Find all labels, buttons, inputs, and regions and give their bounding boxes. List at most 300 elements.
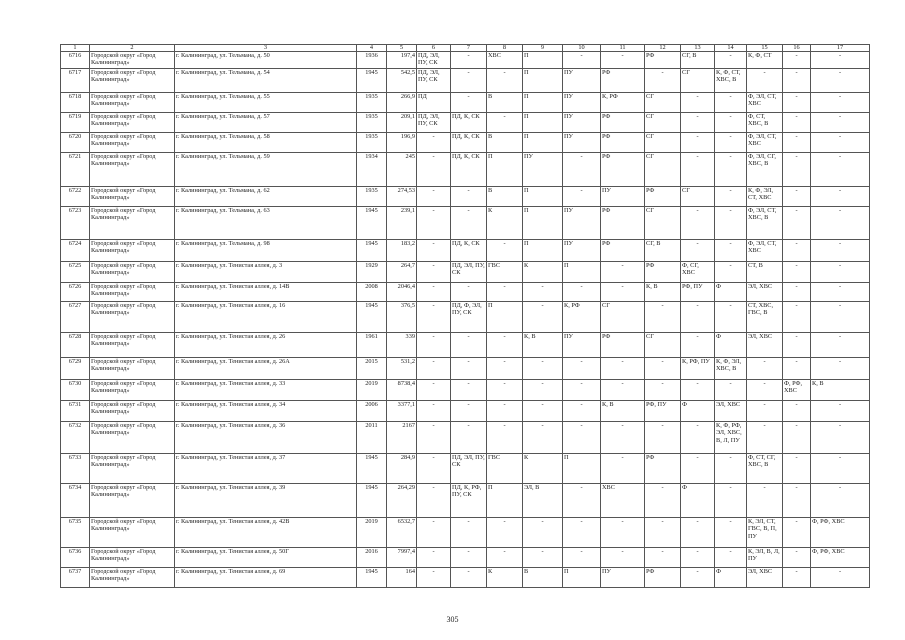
table-cell-col-11: СГ (601, 302, 645, 333)
table-cell-col-6: - (417, 333, 451, 358)
table-cell-col-11: - (601, 358, 645, 380)
table-row (61, 454, 870, 484)
table-cell-col-7: - (451, 333, 487, 358)
table-cell-col-17: - (811, 153, 870, 187)
table-cell-col-4: 1936 (357, 52, 387, 69)
table-cell-col-14: К, Ф, РФ, ЭЛ, ХВС, В, Л, ПУ (715, 422, 747, 454)
table-cell-col-4: 2019 (357, 518, 387, 548)
table-cell-col-15: - (747, 358, 783, 380)
table-cell-col-11: - (601, 283, 645, 302)
column-number-4: 4 (357, 45, 387, 52)
table-cell-col-12: СГ (645, 333, 681, 358)
table-cell-col-13: СГ, В (681, 52, 715, 69)
table-cell-col-11: - (601, 454, 645, 484)
table-cell-col-13: - (681, 153, 715, 187)
table-row (61, 568, 870, 588)
table-cell-col-1: 6733 (61, 454, 90, 484)
table-cell-col-10: - (563, 283, 601, 302)
table-cell-col-6: - (417, 401, 451, 422)
table-cell-col-14: - (715, 262, 747, 283)
table-cell-col-15: К, ЭЛ, СТ, ГВС, В, П, ПУ (747, 518, 783, 548)
table-cell-col-7: - (451, 52, 487, 69)
table-cell-col-1: 6727 (61, 302, 90, 333)
table-cell-col-1: 6729 (61, 358, 90, 380)
column-number-3: 3 (175, 45, 357, 52)
table-cell-col-12: СГ (645, 153, 681, 187)
table-cell-col-17: - (811, 187, 870, 207)
table-cell-col-7: - (451, 518, 487, 548)
table-cell-col-12: - (645, 518, 681, 548)
table-cell-col-4: 2016 (357, 548, 387, 568)
table-row (61, 153, 870, 187)
table-cell-col-3: г. Калининград, ул. Тельмана, д. 54 (175, 69, 357, 93)
table-cell-col-10: - (563, 484, 601, 518)
table-cell-col-11: - (601, 548, 645, 568)
table-cell-col-15: Ф, СТ, ХВС, В (747, 113, 783, 133)
table-cell-col-10: ПУ (563, 240, 601, 262)
table-cell-col-3: г. Калининград, ул. Тельмана, д. 58 (175, 133, 357, 153)
table-cell-col-14: - (715, 302, 747, 333)
table-cell-col-17: - (811, 484, 870, 518)
table-cell-col-3: г. Калининград, ул. Тенистая аллея, д. 50Г (175, 548, 357, 568)
table-cell-col-17: - (811, 422, 870, 454)
table-cell-col-9: ЭЛ, В (523, 484, 563, 518)
table-cell-col-11: - (601, 518, 645, 548)
table-cell-col-13: Ф (681, 401, 715, 422)
table-cell-col-3: г. Калининград, ул. Тенистая аллея, д. 26А (175, 358, 357, 380)
table-cell-col-12: РФ (645, 262, 681, 283)
table-cell-col-14: - (715, 484, 747, 518)
table-cell-col-17: - (811, 262, 870, 283)
table-cell-col-15: К, Ф, СТ (747, 52, 783, 69)
table-cell-col-4: 1945 (357, 484, 387, 518)
table-cell-col-4: 1934 (357, 153, 387, 187)
table-cell-col-8: ХВС (487, 52, 523, 69)
table-cell-col-2: Городской округ «Город Калининград» (90, 207, 175, 240)
table-cell-col-2: Городской округ «Город Калининград» (90, 380, 175, 401)
table-cell-col-17: - (811, 568, 870, 588)
table-cell-col-6: - (417, 153, 451, 187)
table-cell-col-1: 6736 (61, 548, 90, 568)
table-cell-col-14: - (715, 207, 747, 240)
table-cell-col-8: В (487, 93, 523, 113)
table-cell-col-8: ГВС (487, 262, 523, 283)
table-cell-col-15: - (747, 401, 783, 422)
table-cell-col-17: Ф, РФ, ХВС (811, 518, 870, 548)
table-cell-col-8: К (487, 568, 523, 588)
table-cell-col-6: - (417, 187, 451, 207)
table-cell-col-9: К (523, 262, 563, 283)
table-cell-col-16: - (783, 52, 811, 69)
table-cell-col-12: РФ (645, 568, 681, 588)
table-cell-col-16: - (783, 358, 811, 380)
table-cell-col-11: ПУ (601, 187, 645, 207)
table-cell-col-2: Городской округ «Город Калининград» (90, 422, 175, 454)
table-cell-col-6: - (417, 283, 451, 302)
table-cell-col-6: - (417, 240, 451, 262)
table-row (61, 518, 870, 548)
table-cell-col-4: 1945 (357, 240, 387, 262)
table-cell-col-14: - (715, 518, 747, 548)
table-cell-col-13: - (681, 133, 715, 153)
table-cell-col-5: 266,9 (387, 93, 417, 113)
table-cell-col-15: СТ, ХВС, ГВС, В (747, 302, 783, 333)
column-number-2: 2 (90, 45, 175, 52)
table-cell-col-17: - (811, 302, 870, 333)
table-cell-col-14: - (715, 153, 747, 187)
table-cell-col-11: РФ (601, 69, 645, 93)
column-number-12: 12 (645, 45, 681, 52)
table-cell-col-2: Городской округ «Город Калининград» (90, 518, 175, 548)
table-row (61, 283, 870, 302)
table-cell-col-12: СГ (645, 93, 681, 113)
table-cell-col-16: - (783, 283, 811, 302)
table-cell-col-9: - (523, 422, 563, 454)
table-cell-col-16: - (783, 240, 811, 262)
table-cell-col-3: г. Калининград, ул. Тельмана, д. 55 (175, 93, 357, 113)
table-cell-col-15: К, ЭЛ, В, Л, ПУ (747, 548, 783, 568)
table-cell-col-8: - (487, 240, 523, 262)
table-row (61, 240, 870, 262)
table-cell-col-17: - (811, 333, 870, 358)
table-cell-col-12: РФ, ПУ (645, 401, 681, 422)
table-cell-col-15: ЭЛ, ХВС (747, 283, 783, 302)
table-cell-col-11: - (601, 262, 645, 283)
table-cell-col-8: - (487, 548, 523, 568)
table-cell-col-1: 6735 (61, 518, 90, 548)
table-cell-col-6: - (417, 484, 451, 518)
table-row (61, 113, 870, 133)
table-cell-col-7: ПД, К, СК (451, 133, 487, 153)
table-cell-col-13: - (681, 333, 715, 358)
table-cell-col-17: - (811, 207, 870, 240)
table-cell-col-6: - (417, 454, 451, 484)
table-cell-col-3: г. Калининград, ул. Тенистая аллея, д. 16 (175, 302, 357, 333)
table-cell-col-4: 2011 (357, 422, 387, 454)
table-cell-col-9: - (523, 401, 563, 422)
table-cell-col-6: ПД, ЭЛ, ПУ, СК (417, 113, 451, 133)
table-row (61, 302, 870, 333)
table-cell-col-6: - (417, 518, 451, 548)
table-cell-col-16: - (783, 548, 811, 568)
table-cell-col-16: - (783, 187, 811, 207)
table-cell-col-15: ЭЛ, ХВС (747, 333, 783, 358)
table-cell-col-5: 7997,4 (387, 548, 417, 568)
document-table-container (60, 44, 869, 588)
table-cell-col-12: СГ (645, 113, 681, 133)
table-cell-col-7: - (451, 401, 487, 422)
table-cell-col-17: К, В (811, 380, 870, 401)
table-cell-col-5: 339 (387, 333, 417, 358)
table-cell-col-9: П (523, 187, 563, 207)
table-cell-col-8: П (487, 153, 523, 187)
table-cell-col-13: К, РФ, ПУ (681, 358, 715, 380)
table-cell-col-4: 2019 (357, 380, 387, 401)
table-cell-col-14: - (715, 93, 747, 113)
table-cell-col-11: - (601, 380, 645, 401)
column-number-6: 6 (417, 45, 451, 52)
table-cell-col-14: ЭЛ, ХВС (715, 401, 747, 422)
table-cell-col-10: - (563, 401, 601, 422)
table-cell-col-2: Городской округ «Город Калининград» (90, 401, 175, 422)
table-cell-col-5: 274,53 (387, 187, 417, 207)
table-cell-col-9: - (523, 302, 563, 333)
table-cell-col-9: П (523, 113, 563, 133)
table-cell-col-11: К, РФ (601, 93, 645, 113)
table-cell-col-15: Ф, ЭЛ, СТ, ХВС, В (747, 207, 783, 240)
table-cell-col-7: ПД, К, СК (451, 113, 487, 133)
table-cell-col-14: - (715, 454, 747, 484)
table-cell-col-6: - (417, 207, 451, 240)
table-cell-col-3: г. Калининград, ул. Тенистая аллея, д. 14В (175, 283, 357, 302)
table-cell-col-1: 6718 (61, 93, 90, 113)
table-cell-col-1: 6719 (61, 113, 90, 133)
table-cell-col-3: г. Калининград, ул. Тельмана, д. 62 (175, 187, 357, 207)
table-cell-col-17: - (811, 240, 870, 262)
table-cell-col-9: К, В (523, 333, 563, 358)
table-cell-col-13: СГ (681, 187, 715, 207)
table-cell-col-11: РФ (601, 133, 645, 153)
table-cell-col-7: - (451, 93, 487, 113)
table-cell-col-1: 6734 (61, 484, 90, 518)
table-cell-col-12: - (645, 302, 681, 333)
table-cell-col-4: 1935 (357, 93, 387, 113)
table-cell-col-10: П (563, 262, 601, 283)
table-cell-col-1: 6737 (61, 568, 90, 588)
table-cell-col-2: Городской округ «Город Калининград» (90, 548, 175, 568)
table-cell-col-10: ПУ (563, 69, 601, 93)
table-cell-col-11: ХВС (601, 484, 645, 518)
table-cell-col-13: РФ, ПУ (681, 283, 715, 302)
table-cell-col-9: П (523, 69, 563, 93)
table-cell-col-9: - (523, 283, 563, 302)
table-cell-col-3: г. Калининград, ул. Тенистая аллея, д. 37 (175, 454, 357, 484)
table-cell-col-13: - (681, 380, 715, 401)
table-cell-col-5: 164 (387, 568, 417, 588)
table-cell-col-12: К, В (645, 283, 681, 302)
table-cell-col-16: - (783, 302, 811, 333)
table-cell-col-7: ПД, К, РФ, ПУ, СК (451, 484, 487, 518)
table-cell-col-6: ПД, ЭЛ, ПУ, СК (417, 69, 451, 93)
table-row (61, 422, 870, 454)
table-cell-col-6: ПД, ЭЛ, ПУ, СК (417, 52, 451, 69)
table-cell-col-3: г. Калининград, ул. Тенистая аллея, д. 34 (175, 401, 357, 422)
table-cell-col-17: - (811, 52, 870, 69)
table-cell-col-1: 6724 (61, 240, 90, 262)
table-row (61, 207, 870, 240)
table-cell-col-17: - (811, 113, 870, 133)
table-row (61, 358, 870, 380)
table-cell-col-16: - (783, 69, 811, 93)
table-cell-col-10: П (563, 454, 601, 484)
table-cell-col-9: П (523, 93, 563, 113)
table-cell-col-17: - (811, 454, 870, 484)
table-cell-col-4: 2008 (357, 283, 387, 302)
table-cell-col-13: - (681, 302, 715, 333)
column-number-5: 5 (387, 45, 417, 52)
table-cell-col-10: - (563, 518, 601, 548)
table-cell-col-14: - (715, 380, 747, 401)
table-cell-col-9: В (523, 568, 563, 588)
table-header (61, 45, 870, 52)
table-cell-col-14: - (715, 113, 747, 133)
table-cell-col-2: Городской округ «Город Калининград» (90, 69, 175, 93)
table-cell-col-3: г. Калининград, ул. Тенистая аллея, д. 26 (175, 333, 357, 358)
table-cell-col-10: ПУ (563, 133, 601, 153)
table-cell-col-3: г. Калининград, ул. Тенистая аллея, д. 33 (175, 380, 357, 401)
table-cell-col-10: ПУ (563, 207, 601, 240)
table-cell-col-9: П (523, 207, 563, 240)
table-cell-col-10: К, РФ (563, 302, 601, 333)
table-cell-col-10: - (563, 548, 601, 568)
column-number-16: 16 (783, 45, 811, 52)
table-cell-col-17: Ф, РФ, ХВС (811, 548, 870, 568)
table-cell-col-8: П (487, 302, 523, 333)
table-cell-col-11: РФ (601, 207, 645, 240)
table-cell-col-5: 8738,4 (387, 380, 417, 401)
table-cell-col-1: 6726 (61, 283, 90, 302)
table-cell-col-7: - (451, 69, 487, 93)
table-body (61, 52, 870, 588)
table-cell-col-7: - (451, 380, 487, 401)
column-number-17: 17 (811, 45, 870, 52)
table-cell-col-7: - (451, 207, 487, 240)
table-cell-col-7: - (451, 548, 487, 568)
table-cell-col-6: - (417, 380, 451, 401)
table-cell-col-12: СГ (645, 133, 681, 153)
table-cell-col-9: - (523, 358, 563, 380)
table-cell-col-3: г. Калининград, ул. Тенистая аллея, д. 69 (175, 568, 357, 588)
table-cell-col-16: - (783, 568, 811, 588)
table-cell-col-2: Городской округ «Город Калининград» (90, 153, 175, 187)
table-cell-col-13: СГ (681, 69, 715, 93)
table-cell-col-5: 245 (387, 153, 417, 187)
table-cell-col-13: - (681, 518, 715, 548)
table-cell-col-3: г. Калининград, ул. Тенистая аллея, д. 42В (175, 518, 357, 548)
table-row (61, 401, 870, 422)
table-row (61, 133, 870, 153)
table-cell-col-9: - (523, 518, 563, 548)
table-cell-col-14: - (715, 187, 747, 207)
table-cell-col-14: К, Ф, СТ, ХВС, В (715, 69, 747, 93)
table-row (61, 262, 870, 283)
table-cell-col-13: - (681, 548, 715, 568)
table-cell-col-6: - (417, 302, 451, 333)
table-cell-col-16: - (783, 454, 811, 484)
table-cell-col-16: - (783, 333, 811, 358)
table-cell-col-5: 264,29 (387, 484, 417, 518)
table-cell-col-4: 1945 (357, 69, 387, 93)
column-number-row (61, 45, 870, 52)
column-number-14: 14 (715, 45, 747, 52)
table-cell-col-14: - (715, 240, 747, 262)
table-cell-col-15: Ф, ЭЛ, СГ, ХВС, В (747, 153, 783, 187)
table-cell-col-6: - (417, 548, 451, 568)
table-cell-col-5: 2046,4 (387, 283, 417, 302)
table-cell-col-13: - (681, 568, 715, 588)
table-cell-col-12: - (645, 380, 681, 401)
table-cell-col-9: - (523, 548, 563, 568)
table-cell-col-1: 6723 (61, 207, 90, 240)
table-cell-col-8: - (487, 422, 523, 454)
table-cell-col-2: Городской округ «Город Калининград» (90, 568, 175, 588)
table-cell-col-5: 284,9 (387, 454, 417, 484)
table-cell-col-2: Городской округ «Город Калининград» (90, 333, 175, 358)
table-cell-col-7: ПД, ЭЛ, ПУ, СК (451, 262, 487, 283)
table-cell-col-5: 3377,1 (387, 401, 417, 422)
table-cell-col-17: - (811, 69, 870, 93)
table-cell-col-11: - (601, 52, 645, 69)
table-cell-col-4: 1945 (357, 568, 387, 588)
table-cell-col-2: Городской округ «Город Калининград» (90, 52, 175, 69)
table-cell-col-4: 1945 (357, 207, 387, 240)
table-cell-col-8: - (487, 283, 523, 302)
table-cell-col-9: - (523, 380, 563, 401)
table-cell-col-6: - (417, 568, 451, 588)
table-cell-col-10: ПУ (563, 333, 601, 358)
table-cell-col-13: - (681, 454, 715, 484)
table-cell-col-1: 6721 (61, 153, 90, 187)
table-row (61, 548, 870, 568)
table-cell-col-5: 264,7 (387, 262, 417, 283)
table-cell-col-16: Ф, РФ, ХВС (783, 380, 811, 401)
table-cell-col-1: 6725 (61, 262, 90, 283)
table-cell-col-13: - (681, 93, 715, 113)
table-cell-col-4: 1929 (357, 262, 387, 283)
table-cell-col-5: 6532,7 (387, 518, 417, 548)
table-cell-col-1: 6732 (61, 422, 90, 454)
table-cell-col-1: 6731 (61, 401, 90, 422)
table-cell-col-5: 542,5 (387, 69, 417, 93)
table-cell-col-6: - (417, 262, 451, 283)
table-cell-col-11: РФ (601, 240, 645, 262)
table-cell-col-15: - (747, 422, 783, 454)
table-cell-col-10: П (563, 568, 601, 588)
table-cell-col-2: Городской округ «Город Калининград» (90, 240, 175, 262)
table-cell-col-15: Ф, ЭЛ, СТ, ХВС (747, 240, 783, 262)
table-cell-col-16: - (783, 153, 811, 187)
table-cell-col-7: - (451, 283, 487, 302)
table-cell-col-8: П (487, 484, 523, 518)
table-cell-col-15: Ф, ЭЛ, СТ, ХВС (747, 133, 783, 153)
table-cell-col-7: ПД, ЭЛ, ПУ, СК (451, 454, 487, 484)
table-cell-col-11: - (601, 422, 645, 454)
table-cell-col-2: Городской округ «Город Калининград» (90, 302, 175, 333)
table-cell-col-3: г. Калининград, ул. Тельмана, д. 59 (175, 153, 357, 187)
table-cell-col-9: ПУ (523, 153, 563, 187)
table-cell-col-6: - (417, 358, 451, 380)
table-cell-col-4: 1935 (357, 113, 387, 133)
table-cell-col-12: РФ (645, 52, 681, 69)
table-cell-col-8: К (487, 207, 523, 240)
table-cell-col-5: 376,5 (387, 302, 417, 333)
table-cell-col-12: - (645, 548, 681, 568)
table-cell-col-4: 1961 (357, 333, 387, 358)
table-cell-col-11: РФ (601, 113, 645, 133)
table-cell-col-4: 1945 (357, 302, 387, 333)
table-cell-col-7: - (451, 568, 487, 588)
table-cell-col-12: СГ, В (645, 240, 681, 262)
column-number-15: 15 (747, 45, 783, 52)
table-cell-col-5: 197,4 (387, 52, 417, 69)
table-cell-col-2: Городской округ «Город Калининград» (90, 283, 175, 302)
table-row (61, 93, 870, 113)
table-cell-col-6: ПД (417, 93, 451, 113)
table-cell-col-7: - (451, 187, 487, 207)
table-cell-col-7: ПД, К, СК (451, 153, 487, 187)
table-cell-col-8: - (487, 333, 523, 358)
table-row (61, 187, 870, 207)
